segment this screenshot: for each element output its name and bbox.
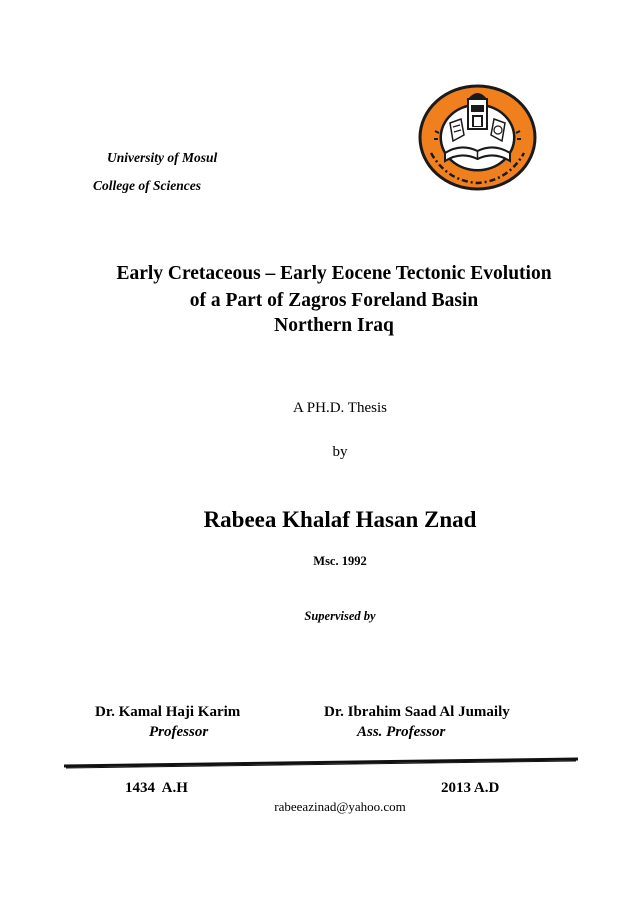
supervisor-1-title: Professor [149, 724, 209, 740]
supervisor-2-name: Dr. Ibrahim Saad Al Jumaily [324, 704, 510, 720]
author-previous-degree: Msc. 1992 [313, 554, 367, 568]
divider-rule [62, 755, 580, 771]
author-name: Rabeea Khalaf Hasan Znad [203, 507, 477, 532]
by-label: by [332, 444, 348, 460]
college-name: College of Sciences [93, 178, 201, 193]
hijri-year: 1434 A.H [125, 780, 188, 796]
degree-type: A PH.D. Thesis [293, 400, 387, 416]
supervisor-2-title: Ass. Professor [357, 724, 446, 740]
supervisor-1-name: Dr. Kamal Haji Karim [95, 704, 241, 720]
supervised-by-label: Supervised by [304, 609, 376, 623]
university-seal-logo [417, 83, 538, 192]
thesis-title-line-3: Northern Iraq [274, 315, 394, 336]
thesis-title-line-1: Early Cretaceous – Early Eocene Tectonic Evolution [116, 263, 552, 284]
university-name: University of Mosul [107, 150, 218, 165]
thesis-title-line-2: of a Part of Zagros Foreland Basin [189, 290, 479, 311]
gregorian-year: 2013 A.D [441, 780, 500, 796]
author-email: rabeeazinad@yahoo.com [274, 799, 406, 814]
